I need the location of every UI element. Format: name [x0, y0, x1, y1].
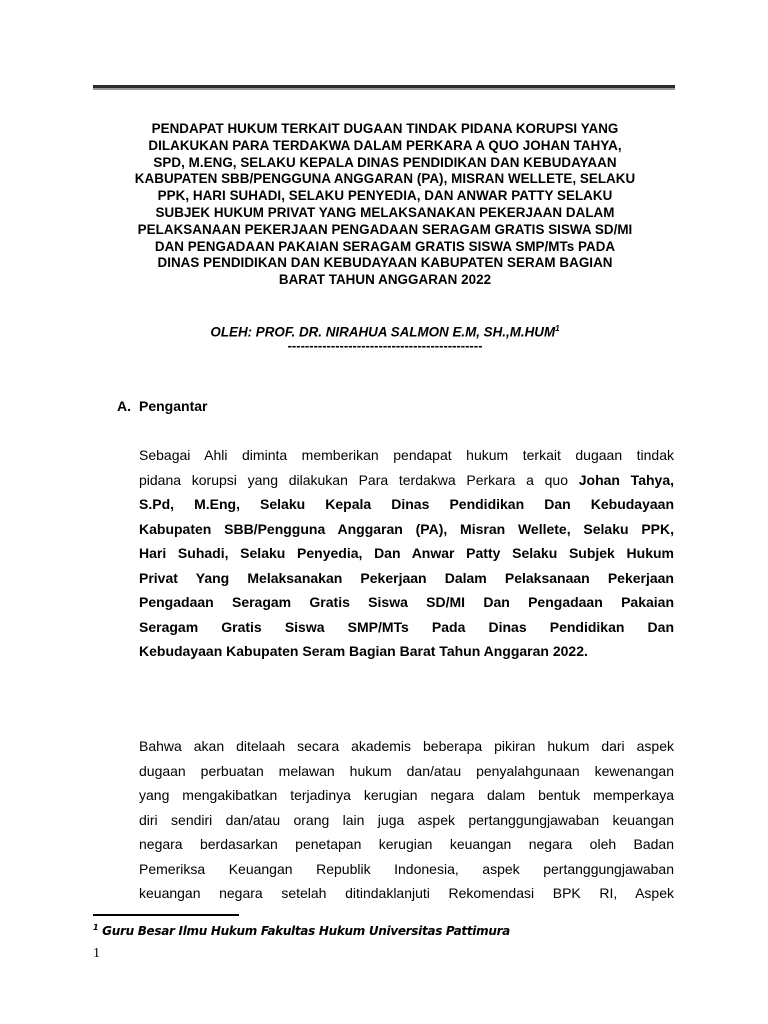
paragraph-line: yang mengakibatkan terjadinya kerugian negara dalam bentuk memperkaya	[139, 787, 674, 803]
paragraph-line: Privat Yang Melaksanakan Pekerjaan Dalam Pelaksanaan Pekerjaan	[139, 569, 674, 586]
section-number: A.	[117, 398, 131, 414]
paragraph-scope	[139, 734, 674, 906]
title-line: BARAT TAHUN ANGGARAN 2022	[278, 272, 492, 288]
paragraph-line: Bahwa akan ditelaah secara akademis beberapa pikiran hukum dari aspek	[139, 738, 674, 754]
paragraph-line: Pemeriksa Keuangan Republik Indonesia, aspek pertanggungjawaban	[139, 860, 674, 877]
title-line: PENDAPAT HUKUM TERKAIT DUGAAN TINDAK PIDANA KORUPSI YANG	[151, 121, 619, 136]
paragraph-line: Seragam Gratis Siswa SMP/MTs Pada Dinas Pendidikan Dan	[139, 618, 674, 635]
footnote-number: 1	[93, 923, 99, 932]
footnote-rule	[93, 914, 239, 916]
title-line: PPK, HARI SUHADI, SELAKU PENYEDIA, DAN ANWAR PATTY SELAKU	[157, 188, 613, 204]
title-line: DINAS PENDIDIKAN DAN KEBUDAYAAN KABUPATEN SERAM BAGIAN	[157, 255, 613, 271]
paragraph-line: Pengadaan Seragam Gratis Siswa SD/MI Dan Pengadaan Pakaian	[139, 594, 674, 610]
paragraph-line: Kebudayaan Kabupaten Seram Bagian Barat Tahun Anggaran 2022.	[139, 643, 588, 659]
paragraph-line: Hari Suhadi, Selaku Penyedia, Dan Anwar Patty Selaku Subjek Hukum	[139, 545, 674, 561]
page-number: 1	[93, 946, 100, 961]
author-name: OLEH: PROF. DR. NIRAHUA SALMON E.M, SH.,M.HUM	[210, 324, 556, 340]
paragraph-line: Kabupaten SBB/Pengguna Anggaran (PA), Misran Wellete, Selaku PPK,	[139, 520, 674, 537]
paragraph-line: S.Pd, M.Eng, Selaku Kepala Dinas Pendidikan Dan Kebudayaan	[139, 496, 674, 512]
title-line: DAN PENGADAAN PAKAIAN SERAGAM GRATIS SISWA SMP/MTs PADA	[154, 238, 616, 254]
line-text: pidana korupsi yang dilakukan Para terdakwa Perkara a quo	[139, 471, 579, 488]
separator: ---------------------------------------------	[287, 338, 483, 353]
defendant-name: Johan Tahya,	[578, 471, 674, 488]
paragraph-line: keuangan negara setelah ditindaklanjuti Rekomendasi BPK RI, Aspek	[139, 885, 674, 901]
footnote-text: Guru Besar Ilmu Hukum Fakultas Hukum Universitas Pattimura	[102, 924, 510, 938]
paragraph-line: Sebagai Ahli diminta memberikan pendapat hukum terkait dugaan tindak	[139, 447, 674, 463]
section-title: Pengantar	[139, 398, 208, 414]
title-line: KABUPATEN SBB/PENGGUNA ANGGARAN (PA), MISRAN WELLETE, SELAKU	[134, 171, 636, 187]
paragraph-line: negara berdasarkan penetapan kerugian keuangan negara oleh Badan	[139, 836, 674, 852]
footnote-ref[interactable]: 1	[555, 324, 560, 333]
title-line: PELAKSANAAN PEKERJAAN PENGADAAN SERAGAM GRATIS SISWA SD/MI	[137, 221, 633, 237]
paragraph-line	[139, 468, 674, 493]
title-line: SUBJEK HUKUM PRIVAT YANG MELAKSANAKAN PEKERJAAN DALAM	[155, 204, 615, 220]
paragraph-intro	[139, 443, 674, 664]
document-title	[92, 121, 678, 289]
paragraph-line: diri sendiri dan/atau orang lain juga aspek pertanggungjawaban keuangan	[139, 811, 674, 828]
footnote	[93, 921, 510, 938]
paragraph-line: dugaan perbuatan melawan hukum dan/atau penyalahgunaan kewenangan	[139, 762, 674, 779]
title-line: SPD, M.ENG, SELAKU KEPALA DINAS PENDIDIKAN DAN KEBUDAYAAN	[153, 154, 617, 170]
title-line: DILAKUKAN PARA TERDAKWA DALAM PERKARA A QUO JOHAN TAHYA,	[148, 137, 622, 153]
section-heading	[117, 397, 207, 415]
header-rule	[93, 85, 675, 88]
